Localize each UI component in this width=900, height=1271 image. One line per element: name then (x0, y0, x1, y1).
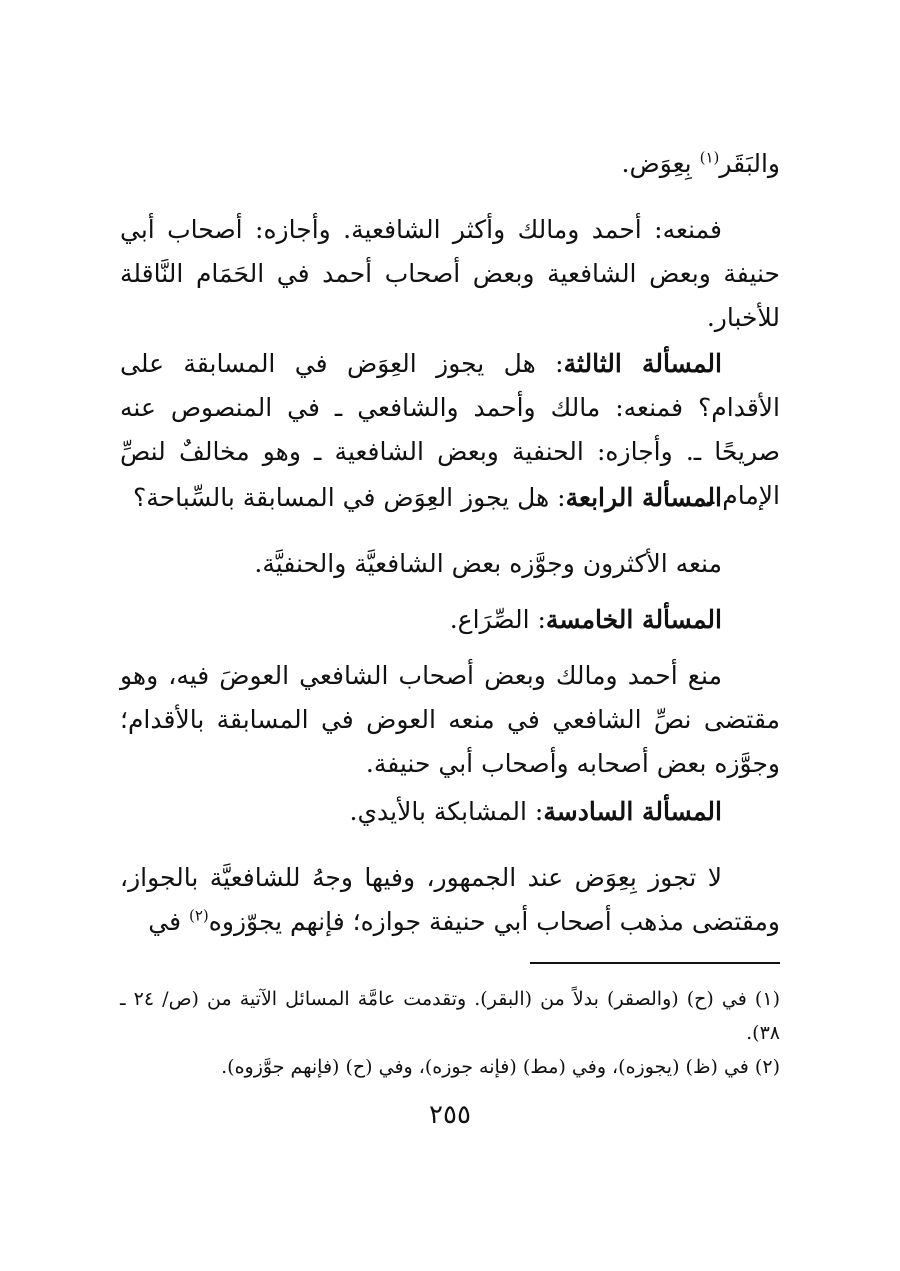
paragraph-ruling-birds: فمنعه: أحمد ومالك وأكثر الشافعية. وأجازه: أصحاب أبي حنيفة وبعض الشافعية وبعض أصحاب أحمد في الحَمَام النَّاقلة للأخبار. (120, 215, 780, 332)
issue-six (120, 790, 780, 834)
grappling-text-end: في (148, 907, 189, 936)
footnote-divider (530, 962, 780, 964)
continuation-text-start: والبَقَر (719, 149, 780, 178)
footnote-1: (١) في (ح) (والصقر) بدلاً من (البقر). وتقدمت عامَّة المسائل الآتية من (ص/ ٢٤ ـ ٣٨). (120, 988, 780, 1044)
footnote-marker-1: (١) (699, 148, 720, 167)
issue-four (120, 476, 780, 520)
issue-three-text: : هل يجوز العِوَض في المسابقة على الأقدام؟ فمنعه: مالك وأحمد والشافعي ـ في المنصوص عنه صريحًا ـ. وأجازه: الحنفية وبعض الشافعية ـ وهو مخالفٌ لنصِّ الإمام ـ. (120, 349, 780, 510)
paragraph-wrestling-ruling: منع أحمد ومالك وبعض أصحاب الشافعي العوضَ فيه، وهو مقتضى نصِّ الشافعي في منعه العوض في المسابقة بالأقدام؛ وجوَّزه بعض أصحابه وأصحاب أبي حنيفة. (120, 661, 780, 778)
grappling-text-start: لا تجوز بِعِوَض عند الجمهور، وفيها وجهُ للشافعيَّة بالجواز، ومقتضى مذهب أصحاب أبي حنيفة جوازه؛ فإنهم يجوّزوه (120, 863, 780, 936)
issue-six-title: المسألة السادسة (543, 797, 722, 826)
continuation-text-end: بِعِوَض. (621, 149, 700, 178)
page-number: ٢٥٥ (429, 1100, 471, 1130)
issue-six-text: : المشابكة بالأيدي. (349, 797, 544, 826)
issue-five (120, 598, 780, 642)
footnote-marker-2: (٢) (189, 906, 209, 925)
paragraph-continuation (120, 142, 780, 186)
paragraph-swimming-ruling: منعه الأكثرون وجوَّزه بعض الشافعيَّة والحنفيَّة. (254, 549, 722, 578)
paragraph-grappling-ruling (120, 856, 780, 944)
issue-five-text: : الصِّرَاع. (449, 605, 546, 634)
footnote-2: (٢) في (ظ) (يجوزه)، وفي (مط) (فإنه جوزه)، وفي (ح) (فإنهم جوَّزوه). (221, 1056, 780, 1078)
issue-three-title: المسألة الثالثة (563, 349, 722, 378)
issue-four-text: : هل يجوز العِوَض في المسابقة بالسِّباحة؟ (133, 483, 566, 512)
issue-four-title: المسألة الرابعة (565, 483, 722, 512)
issue-five-title: المسألة الخامسة (545, 605, 722, 634)
